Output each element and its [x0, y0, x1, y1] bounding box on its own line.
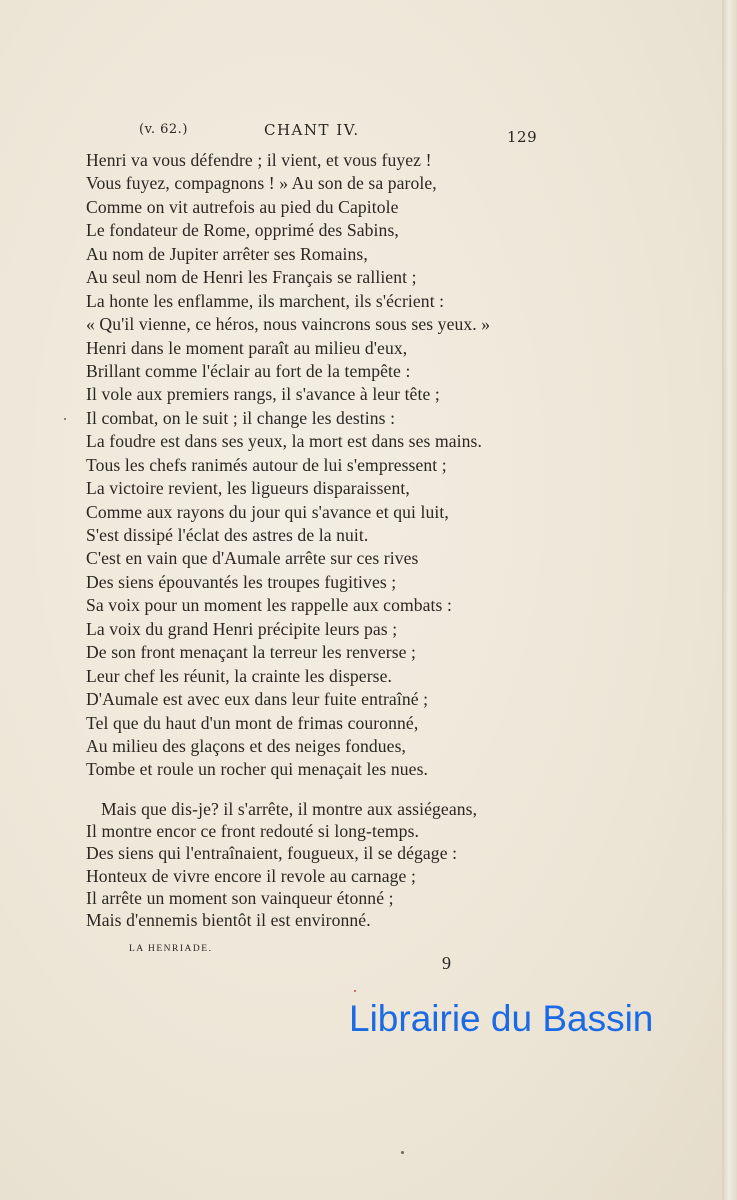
page-number: 129 — [507, 128, 538, 146]
verse-line: « Qu'il vienne, ce héros, nous vaincrons sous ses yeux. » — [86, 314, 491, 335]
verse-line: La honte les enflamme, ils marchent, ils s'écrient : — [86, 290, 445, 311]
watermark-text: Librairie du Bassin — [349, 998, 654, 1039]
verse-line: Henri dans le moment paraît au milieu d'eux, — [86, 337, 408, 358]
verse-line: Comme aux rayons du jour qui s'avance et qui luit, — [86, 501, 449, 522]
verse-line: Il combat, on le suit ; il change les destins : — [86, 407, 396, 428]
verse-line: Des siens qui l'entraînaient, fougueux, il se dégage : — [86, 843, 458, 864]
verse-line: Au seul nom de Henri les Français se rallient ; — [86, 267, 417, 288]
page-edge — [722, 0, 737, 1200]
ink-speck — [354, 990, 356, 992]
verse-line: Le fondateur de Rome, opprimé des Sabins, — [86, 220, 399, 241]
verse-line: Au nom de Jupiter arrêter ses Romains, — [86, 243, 368, 264]
printer-signature: LA HENRIADE. — [129, 944, 213, 954]
verse-line: La foudre est dans ses yeux, la mort est dans ses mains. — [86, 431, 482, 452]
verse-line: Des siens épouvantés les troupes fugitives ; — [86, 571, 397, 592]
verse-reference: (v. 62.) — [139, 122, 188, 137]
ink-speck — [401, 1151, 404, 1154]
verse-line: Mais que dis-je? il s'arrête, il montre aux assiégeans, — [101, 799, 478, 819]
verse-line: Comme on vit autrefois au pied du Capitole — [86, 196, 399, 217]
stanza-1 — [86, 149, 526, 782]
stanza-2 — [86, 798, 526, 931]
verse-line: Sa voix pour un moment les rappelle aux combats : — [86, 595, 452, 616]
sheet-number: 9 — [442, 953, 451, 973]
verse-line: Henri va vous défendre ; il vient, et vous fuyez ! — [86, 150, 432, 170]
verse-line: La voix du grand Henri précipite leurs pas ; — [86, 618, 398, 639]
verse-line: Tel que du haut d'un mont de frimas couronné, — [86, 712, 419, 733]
verse-line: Il vole aux premiers rangs, il s'avance à leur tête ; — [86, 384, 440, 405]
verse-line: Tous les chefs ranimés autour de lui s'empressent ; — [86, 454, 447, 475]
page-header — [0, 118, 722, 148]
verse-line: Il montre encor ce front redouté si long-temps. — [86, 821, 420, 842]
verse-line: C'est en vain que d'Aumale arrête sur ces rives — [86, 548, 419, 569]
verse-line: Au milieu des glaçons et des neiges fondues, — [86, 735, 407, 756]
verse-line: Honteux de vivre encore il revole au carnage ; — [86, 865, 416, 886]
verse-line: Mais d'ennemis bientôt il est environné. — [86, 909, 371, 930]
verse-line: S'est dissipé l'éclat des astres de la nuit. — [86, 525, 369, 545]
verse-line: Leur chef les réunit, la crainte les disperse. — [86, 665, 393, 686]
verse-line: Tombe et roule un rocher qui menaçait les nues. — [86, 759, 429, 780]
verse-line: Brillant comme l'éclair au fort de la tempête : — [86, 360, 411, 381]
verse-line: La victoire revient, les ligueurs disparaissent, — [86, 478, 410, 499]
verse-line: De son front menaçant la terreur les renverse ; — [86, 642, 417, 663]
running-title: CHANT IV. — [264, 121, 360, 139]
verse-line: Il arrête un moment son vainqueur étonné ; — [86, 887, 394, 908]
ink-speck — [64, 418, 66, 420]
verse-line: D'Aumale est avec eux dans leur fuite entraîné ; — [86, 689, 429, 710]
verse-line: Vous fuyez, compagnons ! » Au son de sa parole, — [86, 173, 437, 194]
